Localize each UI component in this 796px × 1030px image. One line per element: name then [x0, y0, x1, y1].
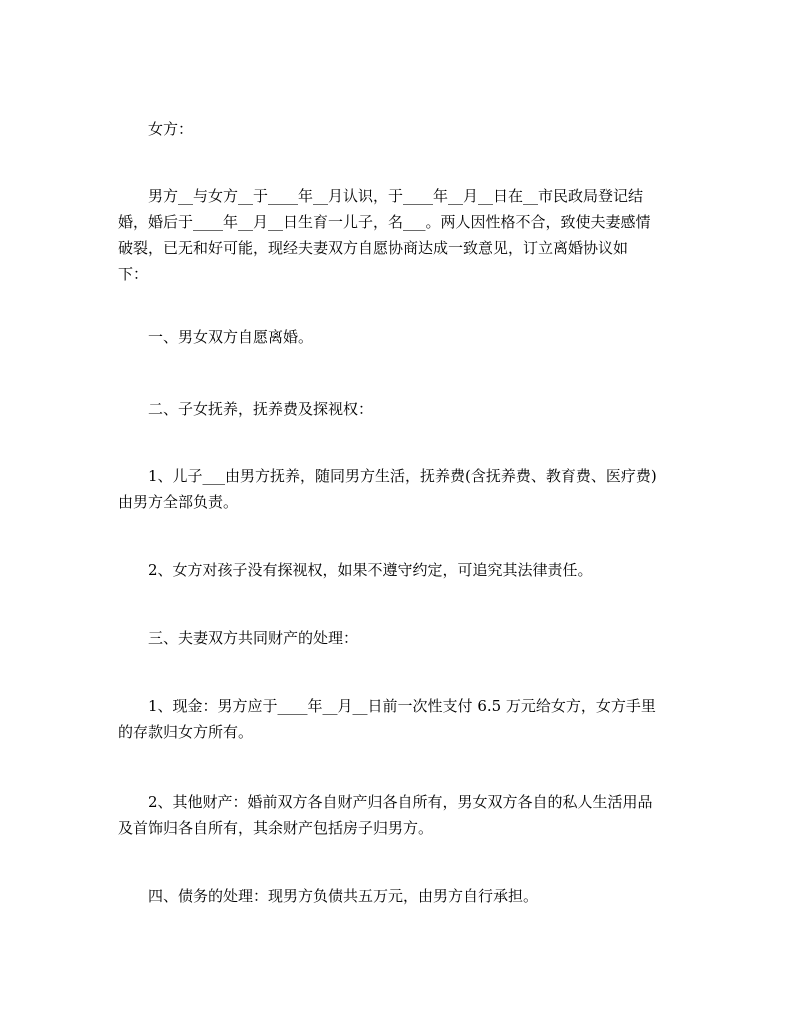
- intro-line-4: 下：: [118, 265, 149, 283]
- female-party-label: 女方：: [148, 120, 194, 138]
- section-2-item-1-line-1: 1、儿子___由男方抚养，随同男方生活，抚养费(含抚养费、教育费、医疗费): [148, 467, 657, 485]
- section-3-item-2-line-2: 及首饰归各自所有，其余财产包括房子归男方。: [118, 819, 434, 837]
- section-2-item-1-line-2: 由男方全部负责。: [118, 493, 239, 511]
- section-3-item-1-line-1: 1、现金：男方应于____年__月__日前一次性支付 6.5 万元给女方，女方手里: [148, 697, 656, 715]
- section-3-item-1-line-2: 的存款归女方所有。: [118, 723, 254, 741]
- intro-line-1: 男方__与女方__于____年__月认识，于____年__月__日在__市民政局登记结: [148, 187, 644, 205]
- section-2-heading: 二、子女抚养，抚养费及探视权：: [148, 400, 374, 418]
- section-1-heading: 一、男女双方自愿离婚。: [148, 328, 314, 346]
- section-2-item-2: 2、女方对孩子没有探视权，如果不遵守约定，可追究其法律责任。: [148, 561, 593, 579]
- section-4-heading: 四、债务的处理：现男方负债共五万元，由男方自行承担。: [148, 887, 539, 905]
- intro-line-3: 破裂，已无和好可能，现经夫妻双方自愿协商达成一致意见，订立离婚协议如: [118, 239, 629, 257]
- section-3-item-2-line-1: 2、其他财产：婚前双方各自财产归各自所有，男女双方各自的私人生活用品: [148, 793, 653, 811]
- section-3-heading: 三、夫妻双方共同财产的处理：: [148, 629, 359, 647]
- intro-line-2: 婚，婚后于____年__月__日生育一儿子，名___。两人因性格不合，致使夫妻感情: [118, 213, 651, 231]
